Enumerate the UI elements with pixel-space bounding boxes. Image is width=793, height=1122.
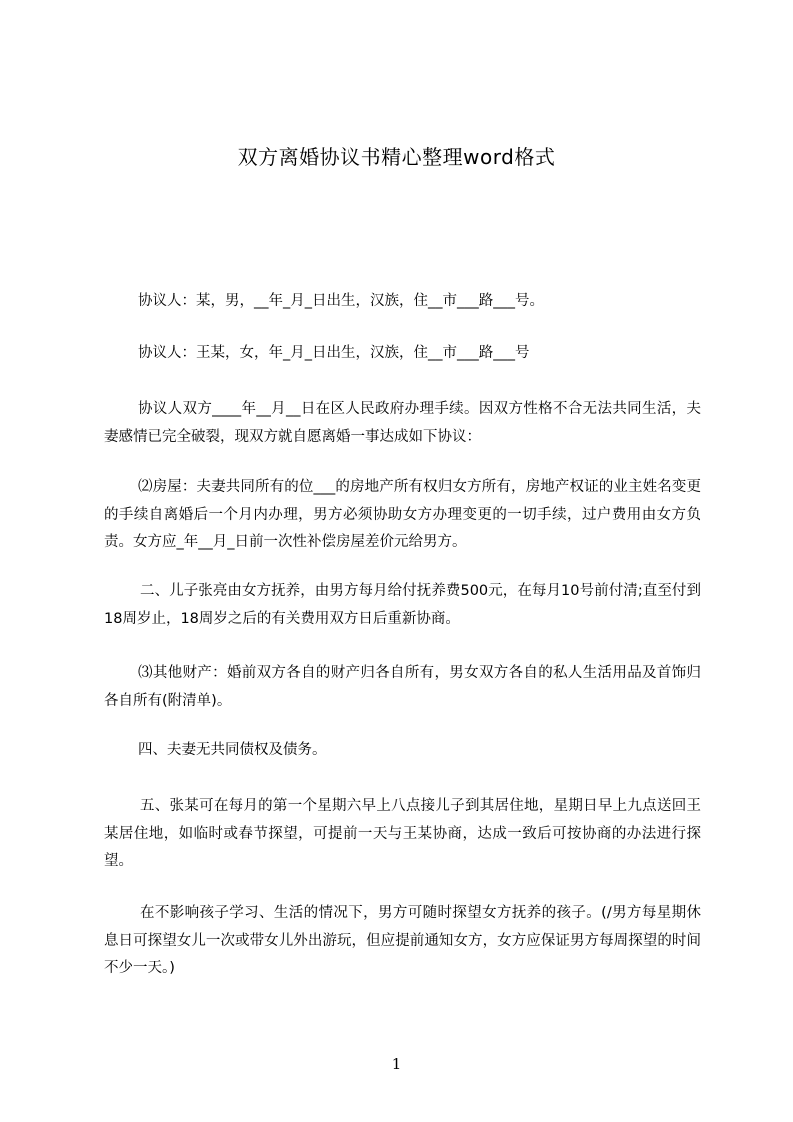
- page-number: 1: [391, 1055, 402, 1073]
- document-title: 双方离婚协议书精心整理word格式: [237, 145, 556, 169]
- paragraph-debts: 四、夫妻无共同债权及债务。: [138, 742, 327, 758]
- paragraph-other-property: ⑶其他财产：婚前双方各自的财产归各自所有，男女双方各自的私人生活用品及首饰归各自所有(附清单)。: [104, 665, 701, 709]
- paragraph-property-house: ⑵房屋：夫妻共同所有的位___的房地产所有权归女方所有，房地产权证的业主姓名变更的手续自离婚后一个月内办理，男方必须协助女方办理变更的一切手续，过户费用由女方负责。女方应_年__月_日前一次性补偿房屋差价元给男方。: [104, 479, 701, 550]
- paragraph-party-male: 协议人：某，男，__年_月_日出生，汉族，住__市___路___号。: [138, 293, 544, 309]
- paragraph-visitation: 五、张某可在每月的第一个星期六早上八点接儿子到其居住地，星期日早上九点送回王某居住地，如临时或春节探望，可提前一天与王某协商，达成一致后可按协商的办法进行探望。: [104, 798, 701, 869]
- paragraph-visitation-extra: 在不影响孩子学习、生活的情况下，男方可随时探望女方抚养的孩子。(/男方每星期休息日可探望女儿一次或带女儿外出游玩，但应提前通知女方，女方应保证男方每周探望的时间不少一天。): [104, 905, 701, 976]
- paragraph-preamble: 协议人双方____年__月__日在区人民政府办理手续。因双方性格不合无法共同生活，夫妻感情已完全破裂，现双方就自愿离婚一事达成如下协议：: [104, 401, 701, 445]
- paragraph-party-female: 协议人：王某，女，年_月_日出生，汉族，住__市___路___号: [138, 345, 530, 361]
- paragraph-child-custody: 二、儿子张亮由女方抚养，由男方每月给付抚养费500元，在每月10号前付清;直至付到18周岁止，18周岁之后的有关费用双方日后重新协商。: [104, 583, 701, 627]
